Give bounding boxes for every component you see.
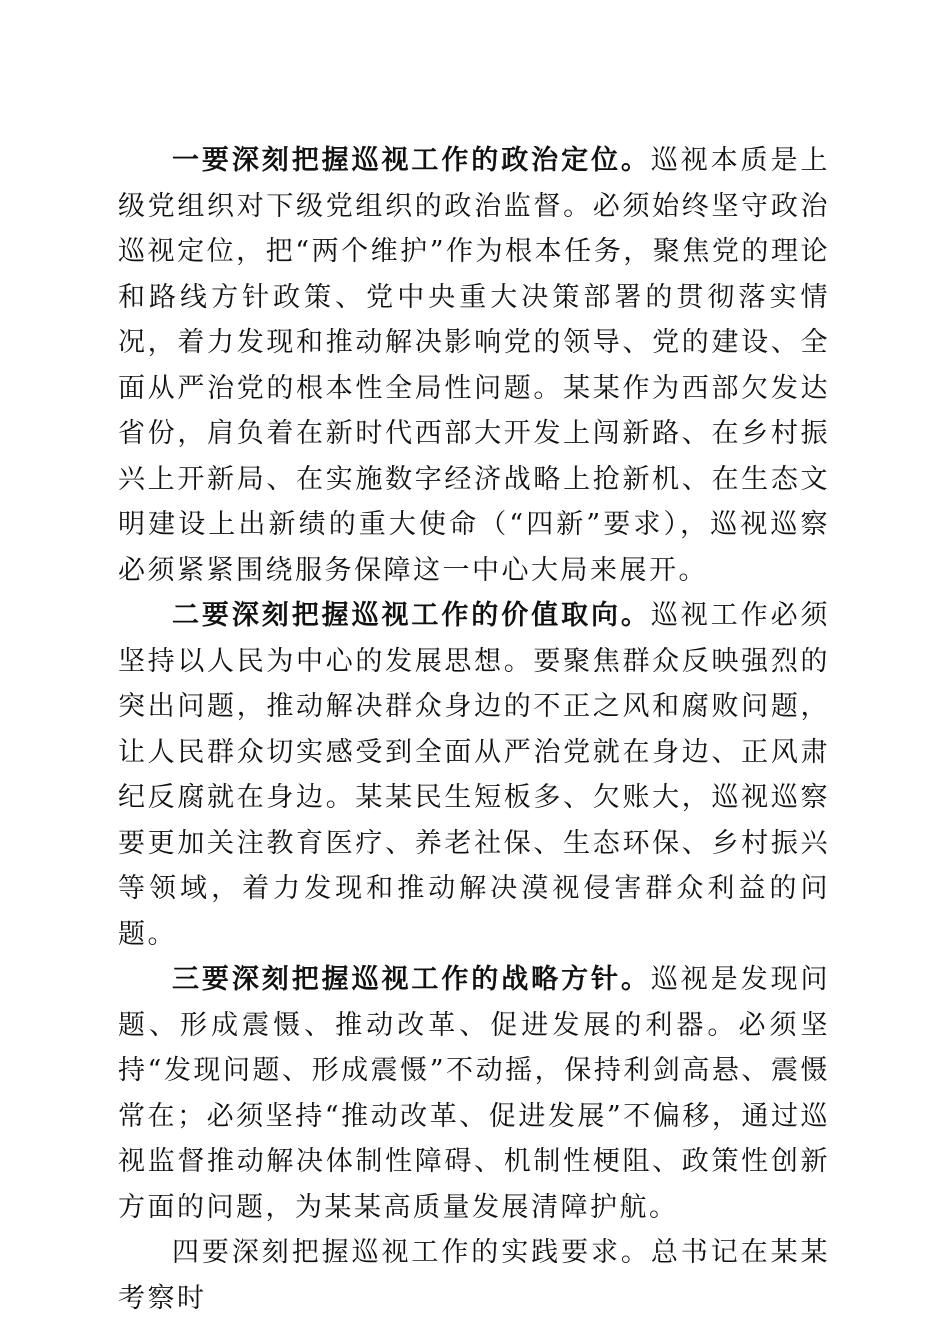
paragraph-heading: 二要深刻把握巡视工作的价值取向。 xyxy=(172,600,651,631)
paragraph-text: 四要深刻把握巡视工作的实践要求。总书记在某某考察时 xyxy=(118,1237,830,1314)
paragraph-text: 巡视本质是上级党组织对下级党组织的政治监督。必须始终坚守政治巡视定位，把“两个维护”作为根本任务，聚焦党的理论和路线方针政策、党中央重大决策部署的贯彻落实情况，着力发现和推动解决影响党的领导、党的建设、全面从严治党的根本性全局性问题。某某作为西部欠发达省份，肩负着在新时代西部大开发上闯新路、在乡村振兴上开新局、在实施数字经济战略上抢新机、在生态文明建设上出新绩的重大使命（“四新”要求），巡视巡察必须紧紧围绕服务保障这一中心大局来展开。 xyxy=(118,145,831,586)
paragraph-text: 巡视工作必须坚持以人民为中心的发展思想。要聚焦群众反映强烈的突出问题，推动解决群众身边的不正之风和腐败问题，让人民群众切实感受到全面从严治党就在身边、正风肃纪反腐就在身边。某某民生短板多、欠账大，巡视巡察要更加关注教育医疗、养老社保、生态环保、乡村振兴等领域，着力发现和推动解决漠视侵害群众利益的问题。 xyxy=(118,600,831,950)
paragraph-value-orientation xyxy=(118,593,830,957)
paragraph-strategic-policy xyxy=(118,957,830,1230)
paragraph-text: 巡视是发现问题、形成震慑、推动改革、促进发展的利器。必须坚持“发现问题、形成震慑”不动摇，保持利剑高悬、震慑常在；必须坚持“推动改革、促进发展”不偏移，通过巡视监督推动解决体制性障碍、机制性梗阻、政策性创新方面的问题，为某某高质量发展清障护航。 xyxy=(118,964,831,1223)
paragraph-political-positioning xyxy=(118,138,830,593)
paragraph-heading: 一要深刻把握巡视工作的政治定位。 xyxy=(172,145,651,176)
paragraph-practical-requirements xyxy=(118,1230,830,1321)
document-body xyxy=(118,138,830,1321)
paragraph-heading: 三要深刻把握巡视工作的战略方针。 xyxy=(172,964,651,995)
